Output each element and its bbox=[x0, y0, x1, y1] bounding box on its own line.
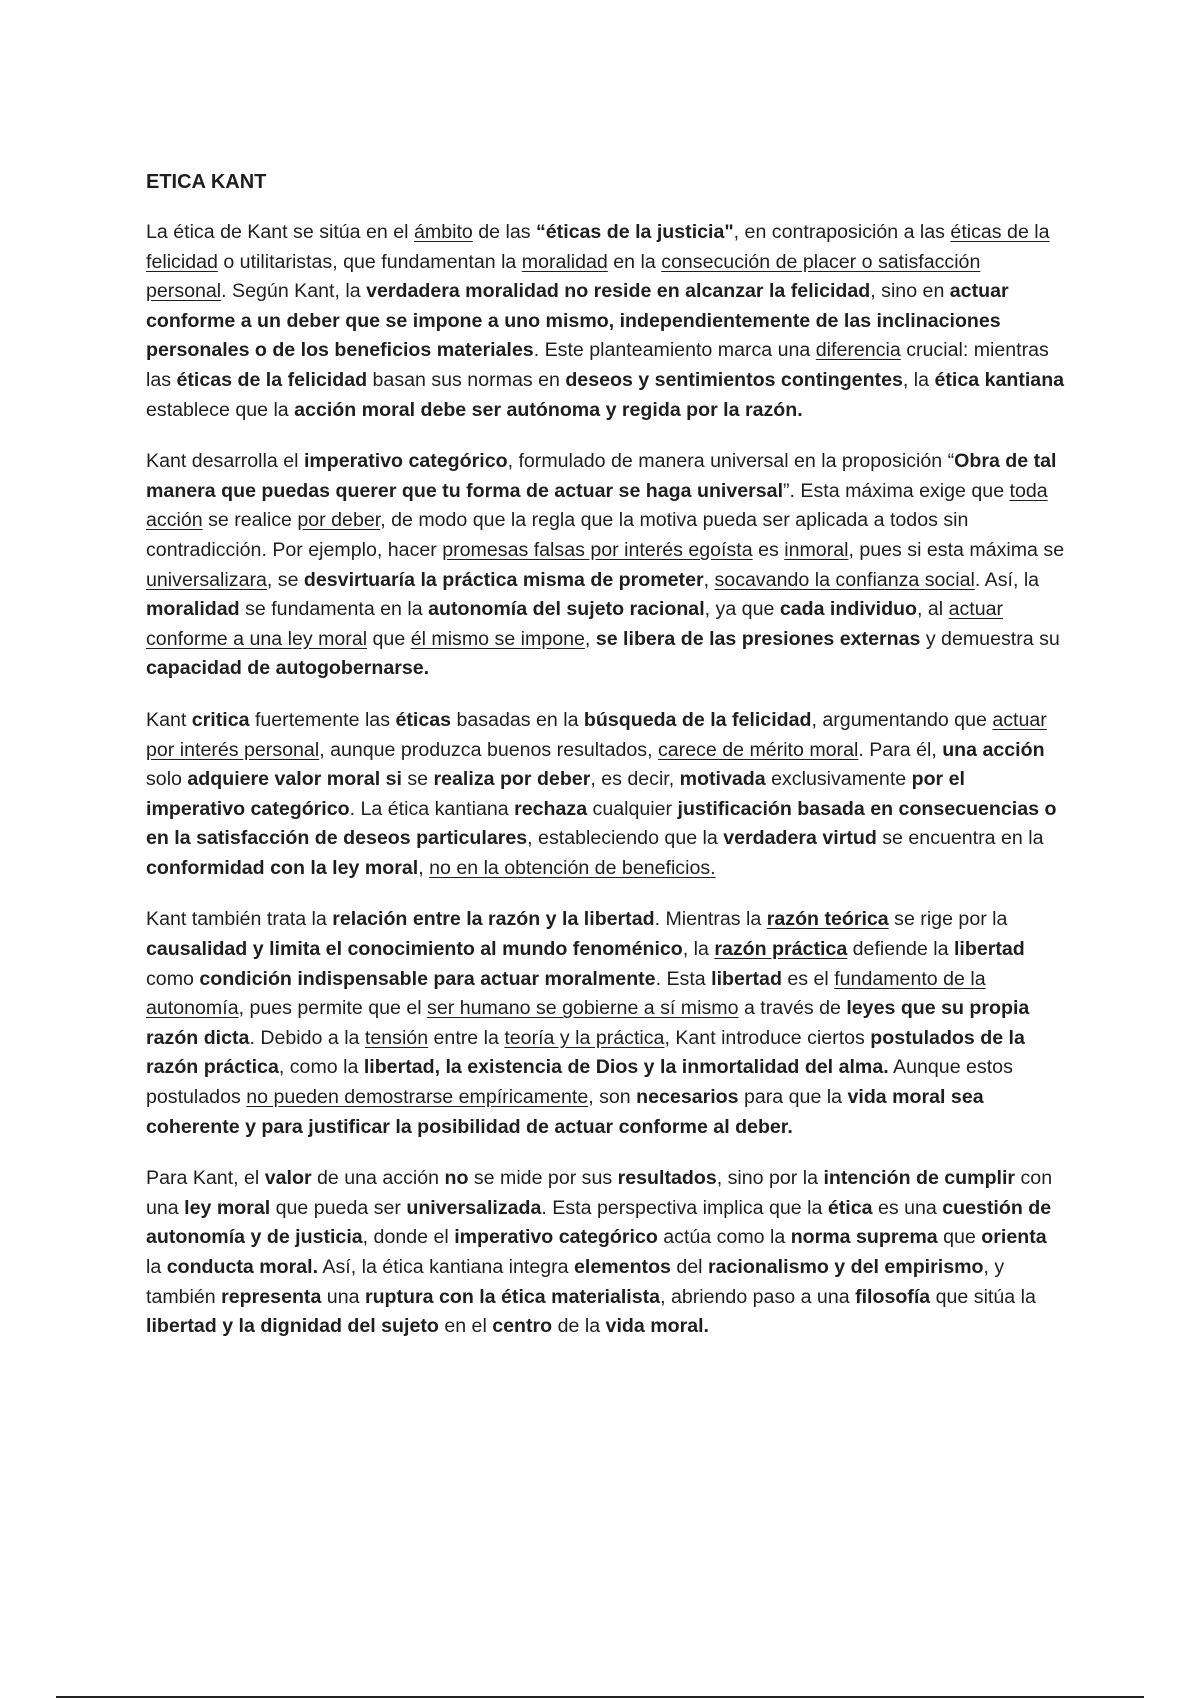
text-run: , Kant introduce ciertos bbox=[664, 1026, 871, 1049]
bold-text: relación entre la razón y la libertad bbox=[332, 908, 655, 931]
text-run: actúa como la bbox=[657, 1226, 791, 1249]
bold-text: cada individuo bbox=[779, 598, 917, 621]
paragraph bbox=[146, 905, 1066, 1142]
underlined-text: no pueden demostrarse empíricamente bbox=[246, 1086, 589, 1109]
bold-text: filosofía bbox=[855, 1285, 931, 1308]
underlined-text: socavando la confianza social bbox=[714, 568, 975, 591]
page-footer-rule bbox=[56, 1696, 1144, 1698]
text-run: , aunque produzca buenos resultados, bbox=[319, 738, 658, 761]
bold-text: adquiere valor moral si bbox=[187, 768, 402, 791]
text-run: se encuentra en la bbox=[876, 827, 1044, 850]
text-run: para que la bbox=[738, 1086, 848, 1109]
text-run: se realice bbox=[202, 509, 298, 532]
text-run: , de modo que la regla que la motiva pueda ser aplicada a todos sin contradicción. Por ejemplo, hacer bbox=[146, 509, 969, 561]
underlined-text: carece de mérito moral bbox=[657, 738, 859, 761]
text-run: del bbox=[670, 1256, 708, 1278]
text-run: Kant desarrolla el bbox=[146, 450, 304, 473]
bold-text: cuestión de autonomía y de justicia bbox=[146, 1196, 1052, 1249]
text-run: Kant también trata la bbox=[146, 908, 333, 931]
text-run: , pues si esta máxima se bbox=[848, 538, 1065, 561]
text-run: que sitúa la bbox=[930, 1285, 1036, 1308]
underlined-text: él mismo se impone bbox=[410, 627, 585, 650]
text-run: en el bbox=[438, 1315, 493, 1338]
text-run: cualquier bbox=[587, 797, 678, 820]
text-run: , estableciendo que la bbox=[527, 827, 724, 850]
underlined-text: ámbito bbox=[413, 221, 473, 243]
bold-text: búsqueda de la felicidad bbox=[583, 708, 812, 731]
bold-text: acción moral debe ser autónoma y regida por la razón. bbox=[294, 398, 803, 421]
bold-text: ética kantiana bbox=[934, 368, 1065, 391]
text-run: se mide por sus bbox=[468, 1167, 618, 1190]
text-run: , sino en bbox=[870, 280, 950, 303]
text-run: . La ética kantiana bbox=[349, 797, 515, 820]
document-body bbox=[146, 168, 1066, 1364]
text-run: , bbox=[418, 856, 430, 879]
bold-text: condición indispensable para actuar moralmente bbox=[199, 967, 656, 990]
bold-text: representa bbox=[221, 1285, 322, 1308]
bold-text: rechaza bbox=[514, 797, 588, 820]
text-run: , en contraposición a las bbox=[733, 221, 951, 243]
text-run: a través de bbox=[738, 997, 847, 1020]
bold-text: éticas bbox=[395, 708, 452, 731]
text-run: como bbox=[146, 967, 200, 990]
bold-text: moralidad bbox=[146, 598, 240, 621]
text-run: , bbox=[584, 627, 596, 650]
bold-text: causalidad y limita el conocimiento al mundo fenoménico bbox=[146, 938, 683, 961]
underlined-text: actuar conforme a una ley moral bbox=[146, 598, 1004, 650]
bold-text: autonomía del sujeto racional bbox=[428, 598, 705, 621]
paragraph bbox=[146, 218, 1066, 425]
underlined-text: universalizara bbox=[146, 568, 267, 591]
text-run: . Esta perspectiva implica que la bbox=[541, 1196, 828, 1219]
bold-text: desvirtuaría la práctica misma de prometer bbox=[303, 568, 704, 591]
text-run: , la bbox=[902, 368, 935, 391]
text-run: , donde el bbox=[362, 1226, 455, 1249]
bold-text: centro bbox=[492, 1315, 553, 1338]
underlined-text: promesas falsas por interés egoísta bbox=[442, 538, 753, 561]
underlined-text: consecución de placer o satisfacción personal bbox=[146, 250, 981, 303]
bold-text: capacidad de autogobernarse. bbox=[146, 657, 430, 680]
text-run: , argumentando que bbox=[811, 708, 993, 731]
bold-text: norma suprema bbox=[790, 1226, 938, 1249]
bold-text: vida moral. bbox=[605, 1315, 709, 1338]
text-run: . Mientras la bbox=[654, 908, 767, 931]
underlined-text: ser humano se gobierne a sí mismo bbox=[427, 997, 739, 1020]
text-run: crucial: mientras las bbox=[146, 339, 1049, 391]
text-run: , la bbox=[682, 938, 715, 961]
text-run: , abriendo paso a una bbox=[660, 1285, 856, 1308]
bold-text: libertad, la existencia de Dios y la inmortalidad del alma. bbox=[363, 1056, 889, 1079]
underlined-text: teoría y la práctica bbox=[504, 1026, 665, 1049]
text-run: ”. Esta máxima exige que bbox=[783, 479, 1010, 502]
text-run: solo bbox=[146, 768, 188, 791]
bold-text: libertad bbox=[953, 938, 1025, 961]
text-run: es una bbox=[872, 1196, 943, 1219]
underlined-text: toda acción bbox=[146, 479, 1048, 532]
text-run: , son bbox=[588, 1086, 637, 1109]
bold-text: verdadera moralidad no reside en alcanzar la felicidad bbox=[366, 280, 871, 303]
underlined-text: actuar por interés personal bbox=[146, 708, 1047, 761]
underlined-text: moralidad bbox=[521, 250, 608, 273]
bold-text: verdadera virtud bbox=[723, 827, 877, 850]
bold-text: ruptura con la ética materialista bbox=[364, 1285, 661, 1308]
text-run: Así, la ética kantiana integra bbox=[318, 1256, 575, 1278]
bold-text: racionalismo y del empirismo bbox=[707, 1256, 984, 1278]
bold-text: conformidad con la ley moral bbox=[146, 856, 419, 879]
text-run: establece que la bbox=[146, 398, 295, 421]
text-run: en la bbox=[607, 250, 662, 273]
underlined-text: tensión bbox=[364, 1026, 429, 1049]
bold-text: una acción bbox=[942, 738, 1045, 761]
bold-text: no bbox=[444, 1167, 469, 1190]
bold-text: ética bbox=[827, 1196, 873, 1219]
text-run: que bbox=[937, 1226, 982, 1249]
text-run: de una acción bbox=[311, 1167, 445, 1190]
bold-text: orienta bbox=[981, 1226, 1047, 1249]
underlined-text: diferencia bbox=[815, 339, 901, 362]
underlined-text: inmoral bbox=[784, 538, 849, 561]
text-run: es el bbox=[781, 967, 835, 990]
paragraph bbox=[146, 447, 1066, 684]
text-run: Kant bbox=[146, 708, 192, 731]
text-run: , ya que bbox=[704, 598, 780, 621]
bold-text: elementos bbox=[574, 1256, 671, 1278]
text-run: de las bbox=[472, 221, 536, 243]
bold-text: necesarios bbox=[636, 1086, 739, 1109]
document-title: ETICA KANT bbox=[146, 171, 267, 193]
underlined-text: no en la obtención de beneficios. bbox=[429, 856, 716, 879]
text-run: basadas en la bbox=[451, 708, 584, 731]
text-run: . Este planteamiento marca una bbox=[533, 339, 816, 362]
bold-text: realiza por deber bbox=[433, 768, 591, 791]
paragraph bbox=[146, 1164, 1066, 1342]
bold-text: imperativo categórico bbox=[303, 450, 508, 473]
bold-text: leyes que su propia razón dicta bbox=[146, 997, 1030, 1049]
bold-text: valor bbox=[264, 1167, 312, 1190]
bold-underlined-text: razón práctica bbox=[714, 938, 848, 961]
text-run: , y también bbox=[146, 1256, 1005, 1308]
bold-text: justificación basada en consecuencias o en la satisfacción de deseos particulares bbox=[146, 797, 1057, 850]
text-run: Para Kant, el bbox=[146, 1167, 265, 1190]
paragraph bbox=[146, 706, 1066, 884]
underlined-text: fundamento de la autonomía bbox=[146, 967, 986, 1020]
bold-text: deseos y sentimientos contingentes bbox=[565, 368, 903, 391]
bold-text: critica bbox=[191, 708, 250, 731]
text-run: , al bbox=[917, 598, 949, 621]
text-run: defiende la bbox=[847, 938, 954, 961]
text-run: de la bbox=[552, 1315, 606, 1338]
bold-text: éticas de la felicidad bbox=[176, 368, 368, 391]
text-run: , pues permite que el bbox=[238, 997, 428, 1020]
bold-text: postulados de la razón práctica bbox=[146, 1026, 1025, 1079]
bold-text: actuar conforme a un deber que se impone a uno mismo, independientemente de las inclinaciones personales o de los beneficios materiales bbox=[146, 280, 1009, 362]
text-run: , se bbox=[266, 568, 304, 591]
text-run: es bbox=[752, 538, 785, 561]
text-run: . Esta bbox=[655, 967, 712, 990]
text-run: . Según Kant, la bbox=[221, 280, 367, 303]
bold-text: vida moral sea coherente y para justificar la posibilidad de actuar conforme al deber. bbox=[146, 1086, 984, 1138]
text-run: con una bbox=[146, 1167, 1053, 1219]
text-run: . Para él, bbox=[858, 738, 943, 761]
text-run: Aunque estos postulados bbox=[146, 1056, 1013, 1109]
text-run: o utilitaristas, que fundamentan la bbox=[217, 250, 522, 273]
bold-text: se libera de las presiones externas bbox=[595, 627, 921, 650]
text-run: . Debido a la bbox=[249, 1026, 365, 1049]
underlined-text: por deber bbox=[297, 509, 381, 532]
underlined-text: éticas de la felicidad bbox=[146, 221, 1050, 273]
text-run: fuertemente las bbox=[249, 708, 396, 731]
text-run: y demuestra su bbox=[920, 627, 1060, 650]
text-run: se bbox=[401, 768, 434, 791]
bold-text: por el imperativo categórico bbox=[146, 768, 965, 820]
bold-text: intención de cumplir bbox=[823, 1167, 1016, 1190]
text-run: que pueda ser bbox=[270, 1196, 407, 1219]
bold-text: motivada bbox=[679, 768, 766, 791]
text-run: basan sus normas en bbox=[367, 368, 566, 391]
text-run: entre la bbox=[428, 1026, 505, 1049]
text-run: . Así, la bbox=[974, 568, 1040, 591]
bold-text: resultados bbox=[617, 1167, 717, 1190]
text-run: , es decir, bbox=[590, 768, 680, 791]
bold-text: imperativo categórico bbox=[454, 1226, 658, 1249]
text-run: que bbox=[367, 627, 411, 650]
bold-text: Obra de tal manera que puedas querer que tu forma de actuar se haga universal bbox=[146, 450, 1057, 502]
text-run: la bbox=[146, 1256, 167, 1278]
bold-text: libertad bbox=[711, 967, 782, 990]
text-run: La ética de Kant se sitúa en el bbox=[146, 221, 414, 243]
text-run: , bbox=[703, 568, 715, 591]
text-run: se fundamenta en la bbox=[239, 598, 429, 621]
text-run: una bbox=[321, 1285, 365, 1308]
bold-text: ley moral bbox=[184, 1196, 271, 1219]
bold-underlined-text: razón teórica bbox=[766, 908, 889, 931]
text-run: exclusivamente bbox=[765, 768, 912, 791]
text-run: , sino por la bbox=[716, 1167, 824, 1190]
bold-text: “éticas de la justicia" bbox=[535, 221, 734, 243]
bold-text: universalizada bbox=[406, 1196, 542, 1219]
text-run: , formulado de manera universal en la proposición “ bbox=[507, 450, 955, 473]
bold-text: libertad y la dignidad del sujeto bbox=[146, 1315, 439, 1338]
text-run: , como la bbox=[278, 1056, 364, 1079]
text-run: se rige por la bbox=[888, 908, 1008, 931]
bold-text: conducta moral. bbox=[166, 1256, 319, 1278]
